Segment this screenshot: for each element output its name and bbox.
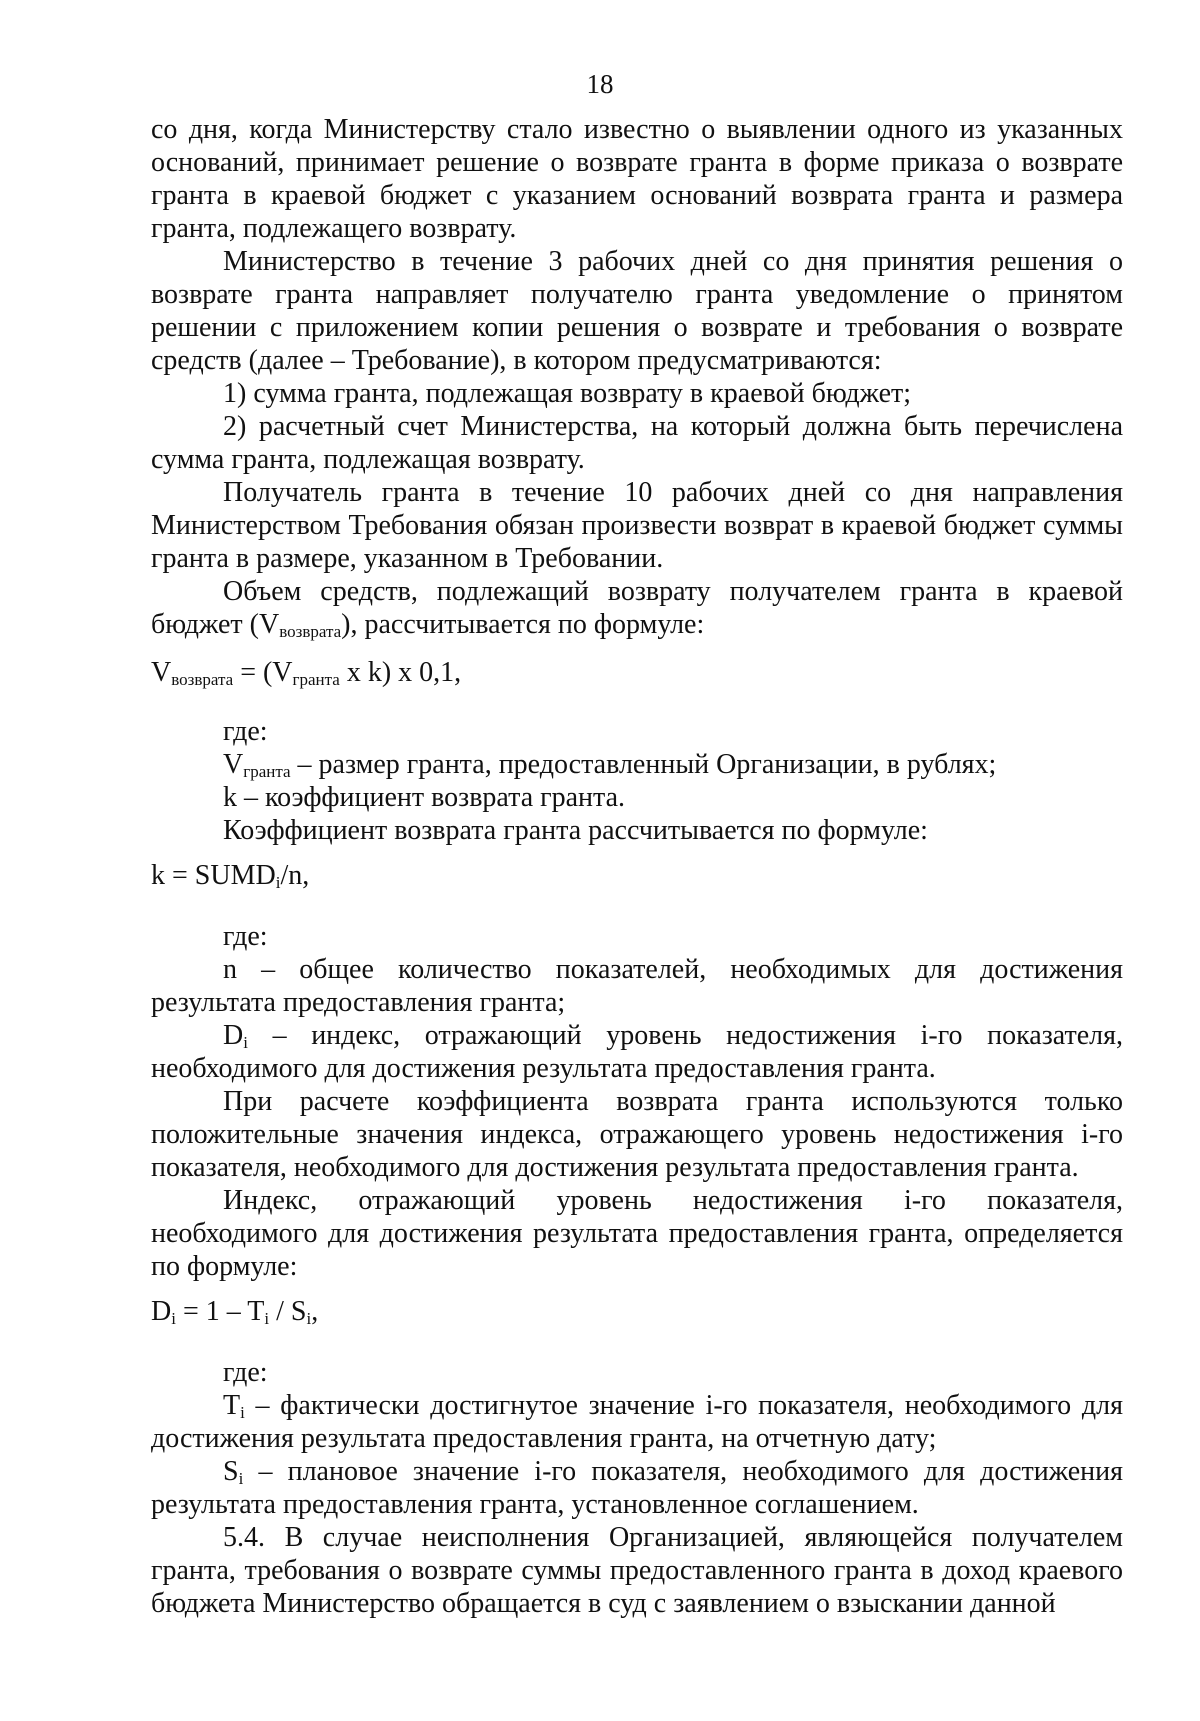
where-label-3: где: bbox=[223, 1357, 268, 1388]
def-si-subscript: i bbox=[238, 1469, 244, 1488]
paragraph-index-definition: Индекс, отражающий уровень недостижения i-го показателя, необходимого для достижения результата предоставления гранта, определяется по формуле: bbox=[151, 1185, 1123, 1282]
definition-v-granta bbox=[151, 748, 1123, 781]
def-vgr-symbol: V bbox=[223, 749, 244, 780]
def-si-text: – плановое значение i-го показателя, необходимого для достижения результата предоставления гранта, установленное соглашением. bbox=[151, 1456, 1123, 1520]
refund-volume-text-post: ), рассчитывается по формуле: bbox=[341, 609, 705, 640]
definition-n: n – общее количество показателей, необходимых для достижения результата предоставления гранта; bbox=[151, 954, 1123, 1018]
formula-index bbox=[151, 1295, 1123, 1328]
where-label-2: где: bbox=[223, 921, 268, 952]
def-ti-subscript: i bbox=[240, 1403, 245, 1422]
def-ti-text: – фактически достигнутое значение i-го показателя, необходимого для достижения результата предоставления гранта, на отчетную дату; bbox=[151, 1390, 1123, 1454]
def-vgr-subscript: гранта bbox=[243, 762, 291, 781]
formula3-sub3: i bbox=[306, 1309, 312, 1328]
paragraph-notification: Министерство в течение 3 рабочих дней со дня принятия решения о возврате гранта направляет получателю гранта уведомление о принятом решении с приложением копии решения о возврате и требования о возврате средств (далее – Требование), в котором предусматриваются: bbox=[151, 246, 1123, 376]
formula3-mid2: / S bbox=[269, 1296, 307, 1327]
paragraph-coefficient: Коэффициент возврата гранта рассчитывается по формуле: bbox=[223, 815, 928, 846]
formula1-sub-vozvrata: возврата bbox=[171, 670, 234, 689]
document-body bbox=[151, 113, 1123, 1620]
formula-refund-volume bbox=[151, 656, 1123, 689]
paragraph-positive-values: При расчете коэффициента возврата гранта используются только положительные значения индекса, отражающего уровень недостижения i-го показателя, необходимого для достижения результата предоставления гранта. bbox=[151, 1086, 1123, 1183]
paragraph-section-5-4: 5.4. В случае неисполнения Организацией, являющейся получателем гранта, требования о возврате суммы предоставленного гранта в доход краевого бюджета Министерство обращается в суд с заявлением о взыскании данной bbox=[151, 1522, 1123, 1619]
def-si-symbol: S bbox=[223, 1456, 239, 1487]
def-di-subscript: i bbox=[243, 1033, 248, 1052]
definition-di bbox=[151, 1019, 1123, 1085]
refund-volume-subscript: возврата bbox=[279, 622, 342, 641]
definition-ti bbox=[151, 1389, 1123, 1455]
def-vgr-text: – размер гранта, предоставленный Организации, в рублях; bbox=[290, 749, 997, 780]
formula2-post: /n, bbox=[280, 860, 310, 891]
refund-volume-text-pre: Объем средств, подлежащий возврату получателем гранта в краевой бюджет (V bbox=[151, 576, 1123, 640]
list-item-1: 1) сумма гранта, подлежащая возврату в краевой бюджет; bbox=[223, 378, 912, 409]
formula3-end: , bbox=[311, 1296, 319, 1327]
formula3-sub1: i bbox=[171, 1309, 176, 1328]
formula3-sub2: i bbox=[264, 1309, 270, 1328]
formula1-v: V bbox=[151, 657, 172, 688]
formula1-mid: = (V bbox=[233, 657, 293, 688]
formula2-pre: k = SUMD bbox=[151, 860, 276, 891]
formula1-sub-granta: гранта bbox=[292, 670, 340, 689]
def-di-symbol: D bbox=[223, 1020, 244, 1051]
where-label-1: где: bbox=[223, 716, 268, 747]
formula-coefficient bbox=[151, 859, 1123, 892]
formula2-sub: i bbox=[275, 873, 281, 892]
definition-si bbox=[151, 1455, 1123, 1521]
paragraph-refund-volume bbox=[151, 575, 1123, 641]
def-ti-symbol: T bbox=[223, 1390, 241, 1421]
definition-k: k – коэффициент возврата гранта. bbox=[223, 782, 626, 813]
paragraph-continuation: со дня, когда Министерству стало известно о выявлении одного из указанных оснований, принимает решение о возврате гранта в форме приказа о возврате гранта в краевой бюджет с указанием оснований возврата гранта и размера гранта, подлежащего возврату. bbox=[151, 114, 1123, 244]
formula3-d: D bbox=[151, 1296, 172, 1327]
page-number: 18 bbox=[586, 69, 614, 99]
formula1-end: x k) x 0,1, bbox=[339, 657, 462, 688]
list-item-2: 2) расчетный счет Министерства, на который должна быть перечислена сумма гранта, подлежащая возврату. bbox=[151, 411, 1123, 475]
def-di-text: – индекс, отражающий уровень недостижения i-го показателя, необходимого для достижения результата предоставления гранта. bbox=[151, 1020, 1123, 1084]
formula3-mid: = 1 – T bbox=[175, 1296, 265, 1327]
paragraph-recipient-obligation: Получатель гранта в течение 10 рабочих дней со дня направления Министерством Требования обязан произвести возврат в краевой бюджет суммы гранта в размере, указанном в Требовании. bbox=[151, 477, 1123, 574]
